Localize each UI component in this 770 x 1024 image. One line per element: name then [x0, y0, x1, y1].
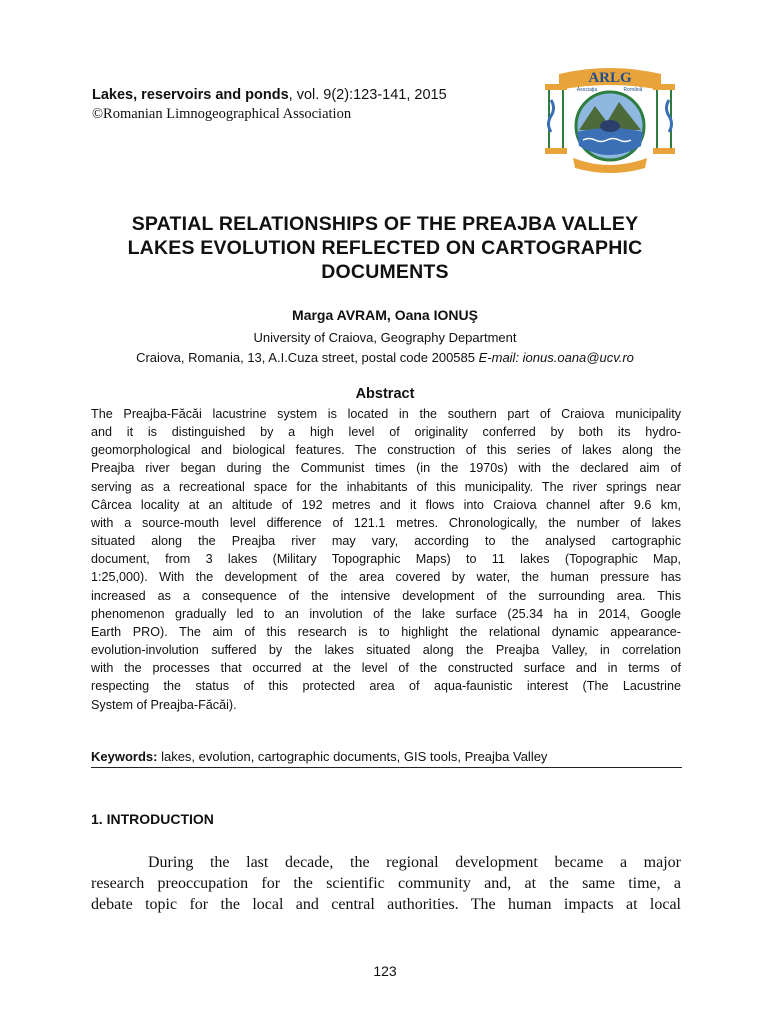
author-email: E-mail: ionus.oana@ucv.ro [478, 350, 634, 365]
journal-citation [92, 86, 532, 104]
abstract-line: respecting the status of this protected area of aqua-faunistic interest (The Lacustrine [91, 679, 681, 694]
abstract-line: phenomenon gradually led to an involution of the lake surface (25.34 ha in 2014, Google [91, 606, 681, 621]
title-line: SPATIAL RELATIONSHIPS OF THE PREAJBA VALLEY [131, 213, 639, 235]
title-line: DOCUMENTS [321, 261, 449, 283]
affiliation-department: University of Craiova, Geography Department [253, 330, 517, 345]
abstract-body [91, 405, 681, 714]
abstract-line: Earth PRO). The aim of this research is to highlight the relational dynamic appearance- [91, 624, 681, 639]
logo-subtext-left: Asociaţia [576, 87, 598, 93]
keywords-text: lakes, evolution, cartographic documents, GIS tools, Preajba Valley [157, 749, 548, 764]
logo-left-column [545, 84, 567, 154]
body-line: research preoccupation for the scientific community and, at the same time, a [91, 875, 681, 892]
affiliation [80, 328, 690, 368]
paper-title [80, 212, 690, 284]
keywords-divider [91, 767, 682, 768]
journal-name: Lakes, reservoirs and ponds [92, 87, 289, 103]
body-line: debate topic for the local and central authorities. The human impacts at local [91, 896, 681, 913]
abstract-line: situated along the Preajba river may vary, according to the analysed cartographic [91, 534, 681, 549]
body-line: During the last decade, the regional development became a major [148, 854, 681, 871]
abstract-line: System of Preajba-Făcăi). [91, 697, 237, 712]
abstract-line: Preajba river began during the Communist times (in the 1970s) with the declared aim of [91, 461, 681, 476]
abstract-line: serving as a recreational space for the inhabitants of this municipality. The river springs near [91, 479, 681, 494]
affiliation-address [80, 348, 690, 368]
copyright-line: ©Romanian Limnogeographical Association [92, 106, 352, 122]
logo-subtext-right: Română [623, 87, 643, 93]
abstract-line: document, from 3 lakes (Military Topographic Maps) to 11 lakes (Topographic Map, [91, 552, 681, 567]
abstract-line: geomorphological and biological features. The construction of this series of lakes along the [91, 443, 681, 458]
abstract-line: and it is distinguished by a high level of originality conferred by both its hydro- [91, 425, 681, 440]
abstract-line: The Preajba-Făcăi lacustrine system is located in the southern part of Craiova municipality [91, 407, 681, 421]
logo-right-column [653, 84, 675, 154]
abstract-line: 1:25,000). With the development of the area covered by water, the human pressure has [91, 570, 681, 585]
section-heading: 1. INTRODUCTION [91, 811, 214, 827]
abstract-heading: Abstract [355, 386, 415, 402]
keywords [91, 748, 681, 766]
title-line: LAKES EVOLUTION REFLECTED ON CARTOGRAPHIC [127, 237, 643, 259]
address-text: Craiova, Romania, 13, A.I.Cuza street, postal code 200585 [136, 350, 479, 365]
journal-issue: , vol. 9(2):123-141, 2015 [288, 87, 447, 103]
abstract-line: with the processes that occurred at the level of the constructed surface and in terms of [91, 661, 681, 676]
arlg-logo [537, 60, 683, 176]
abstract-line: increased as a consequence of the intensive development of the surrounding area. This [91, 588, 681, 603]
page-number: 123 [373, 963, 397, 979]
abstract-line: Cârcea locality at an altitude of 192 metres and it flows into Craiova channel after 9.6 km, [91, 497, 681, 512]
abstract-line: evolution-involution suffered by the lakes situated along the Preajba Valley, in correlation [91, 643, 681, 658]
author-list: Marga AVRAM, Oana IONUŞ [292, 307, 478, 323]
section-body [91, 852, 681, 915]
logo-title: ARLG [588, 70, 632, 86]
keywords-label: Keywords: [91, 749, 158, 764]
abstract-line: with a source-mouth level difference of 121.1 metres. Chronologically, the number of lakes [91, 515, 681, 530]
